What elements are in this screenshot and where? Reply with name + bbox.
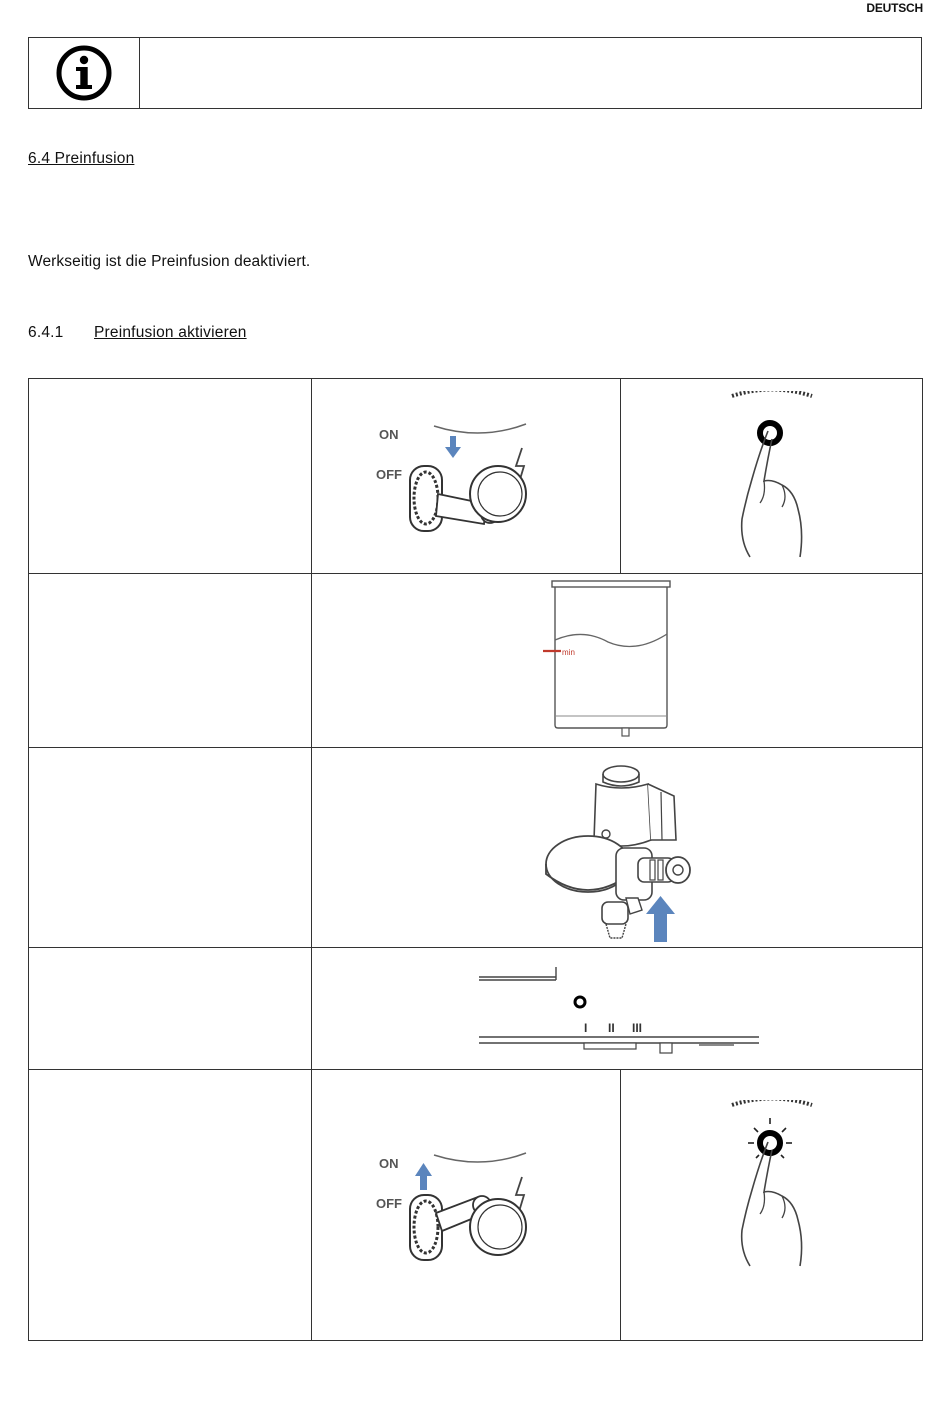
switch-off-figure — [366, 406, 566, 546]
arrow-up-icon — [415, 1163, 432, 1190]
step-2-text — [29, 574, 312, 748]
step-1-figure-button — [621, 379, 923, 574]
arrow-up-icon — [646, 896, 675, 942]
switch-on-label-2: ON — [378, 1156, 399, 1171]
switch-on-figure — [366, 1135, 566, 1275]
step-row-4 — [29, 948, 923, 1070]
section-title: 6.4 Preinfusion — [28, 150, 135, 167]
language-label: DEUTSCH — [866, 1, 923, 15]
step-5-figure-button — [621, 1070, 923, 1341]
water-tank-figure — [538, 578, 678, 743]
step-row-5 — [29, 1070, 923, 1341]
arrow-down-icon — [445, 436, 461, 458]
info-text-cell — [140, 38, 921, 108]
info-box — [28, 37, 922, 109]
press-button-figure — [712, 391, 832, 561]
section-note: Werkseitig ist die Preinfusion deaktiviert. — [28, 253, 311, 270]
switch-on-label: ON — [378, 427, 399, 442]
step-1-figure-switch — [311, 379, 621, 574]
step-5-text — [29, 1070, 312, 1341]
step-1-text — [29, 379, 312, 574]
subsection-title — [28, 324, 247, 342]
step-row-3 — [29, 748, 923, 948]
step-row-1 — [29, 379, 923, 574]
brew-group-figure — [526, 752, 716, 944]
dial-label-1: I — [583, 1020, 587, 1035]
step-2-figure — [311, 574, 922, 748]
subsection-label: Preinfusion aktivieren — [94, 324, 247, 341]
step-4-text — [29, 948, 312, 1070]
switch-off-label: OFF — [375, 467, 402, 482]
step-3-figure — [311, 748, 922, 948]
step-3-text — [29, 748, 312, 948]
info-icon-cell — [29, 38, 140, 108]
dial-label-3: III — [631, 1020, 642, 1035]
switch-off-label-2: OFF — [375, 1196, 402, 1211]
step-5-figure-switch — [311, 1070, 621, 1341]
step-row-2 — [29, 574, 923, 748]
steps-table — [28, 378, 923, 1341]
tank-min-label: min — [561, 648, 575, 657]
info-icon — [54, 43, 114, 103]
button-lit-figure — [712, 1100, 832, 1270]
step-4-figure — [311, 948, 922, 1070]
dial-label-2: II — [607, 1020, 615, 1035]
subsection-number: 6.4.1 — [28, 324, 64, 341]
dial-selector-figure — [474, 959, 764, 1059]
